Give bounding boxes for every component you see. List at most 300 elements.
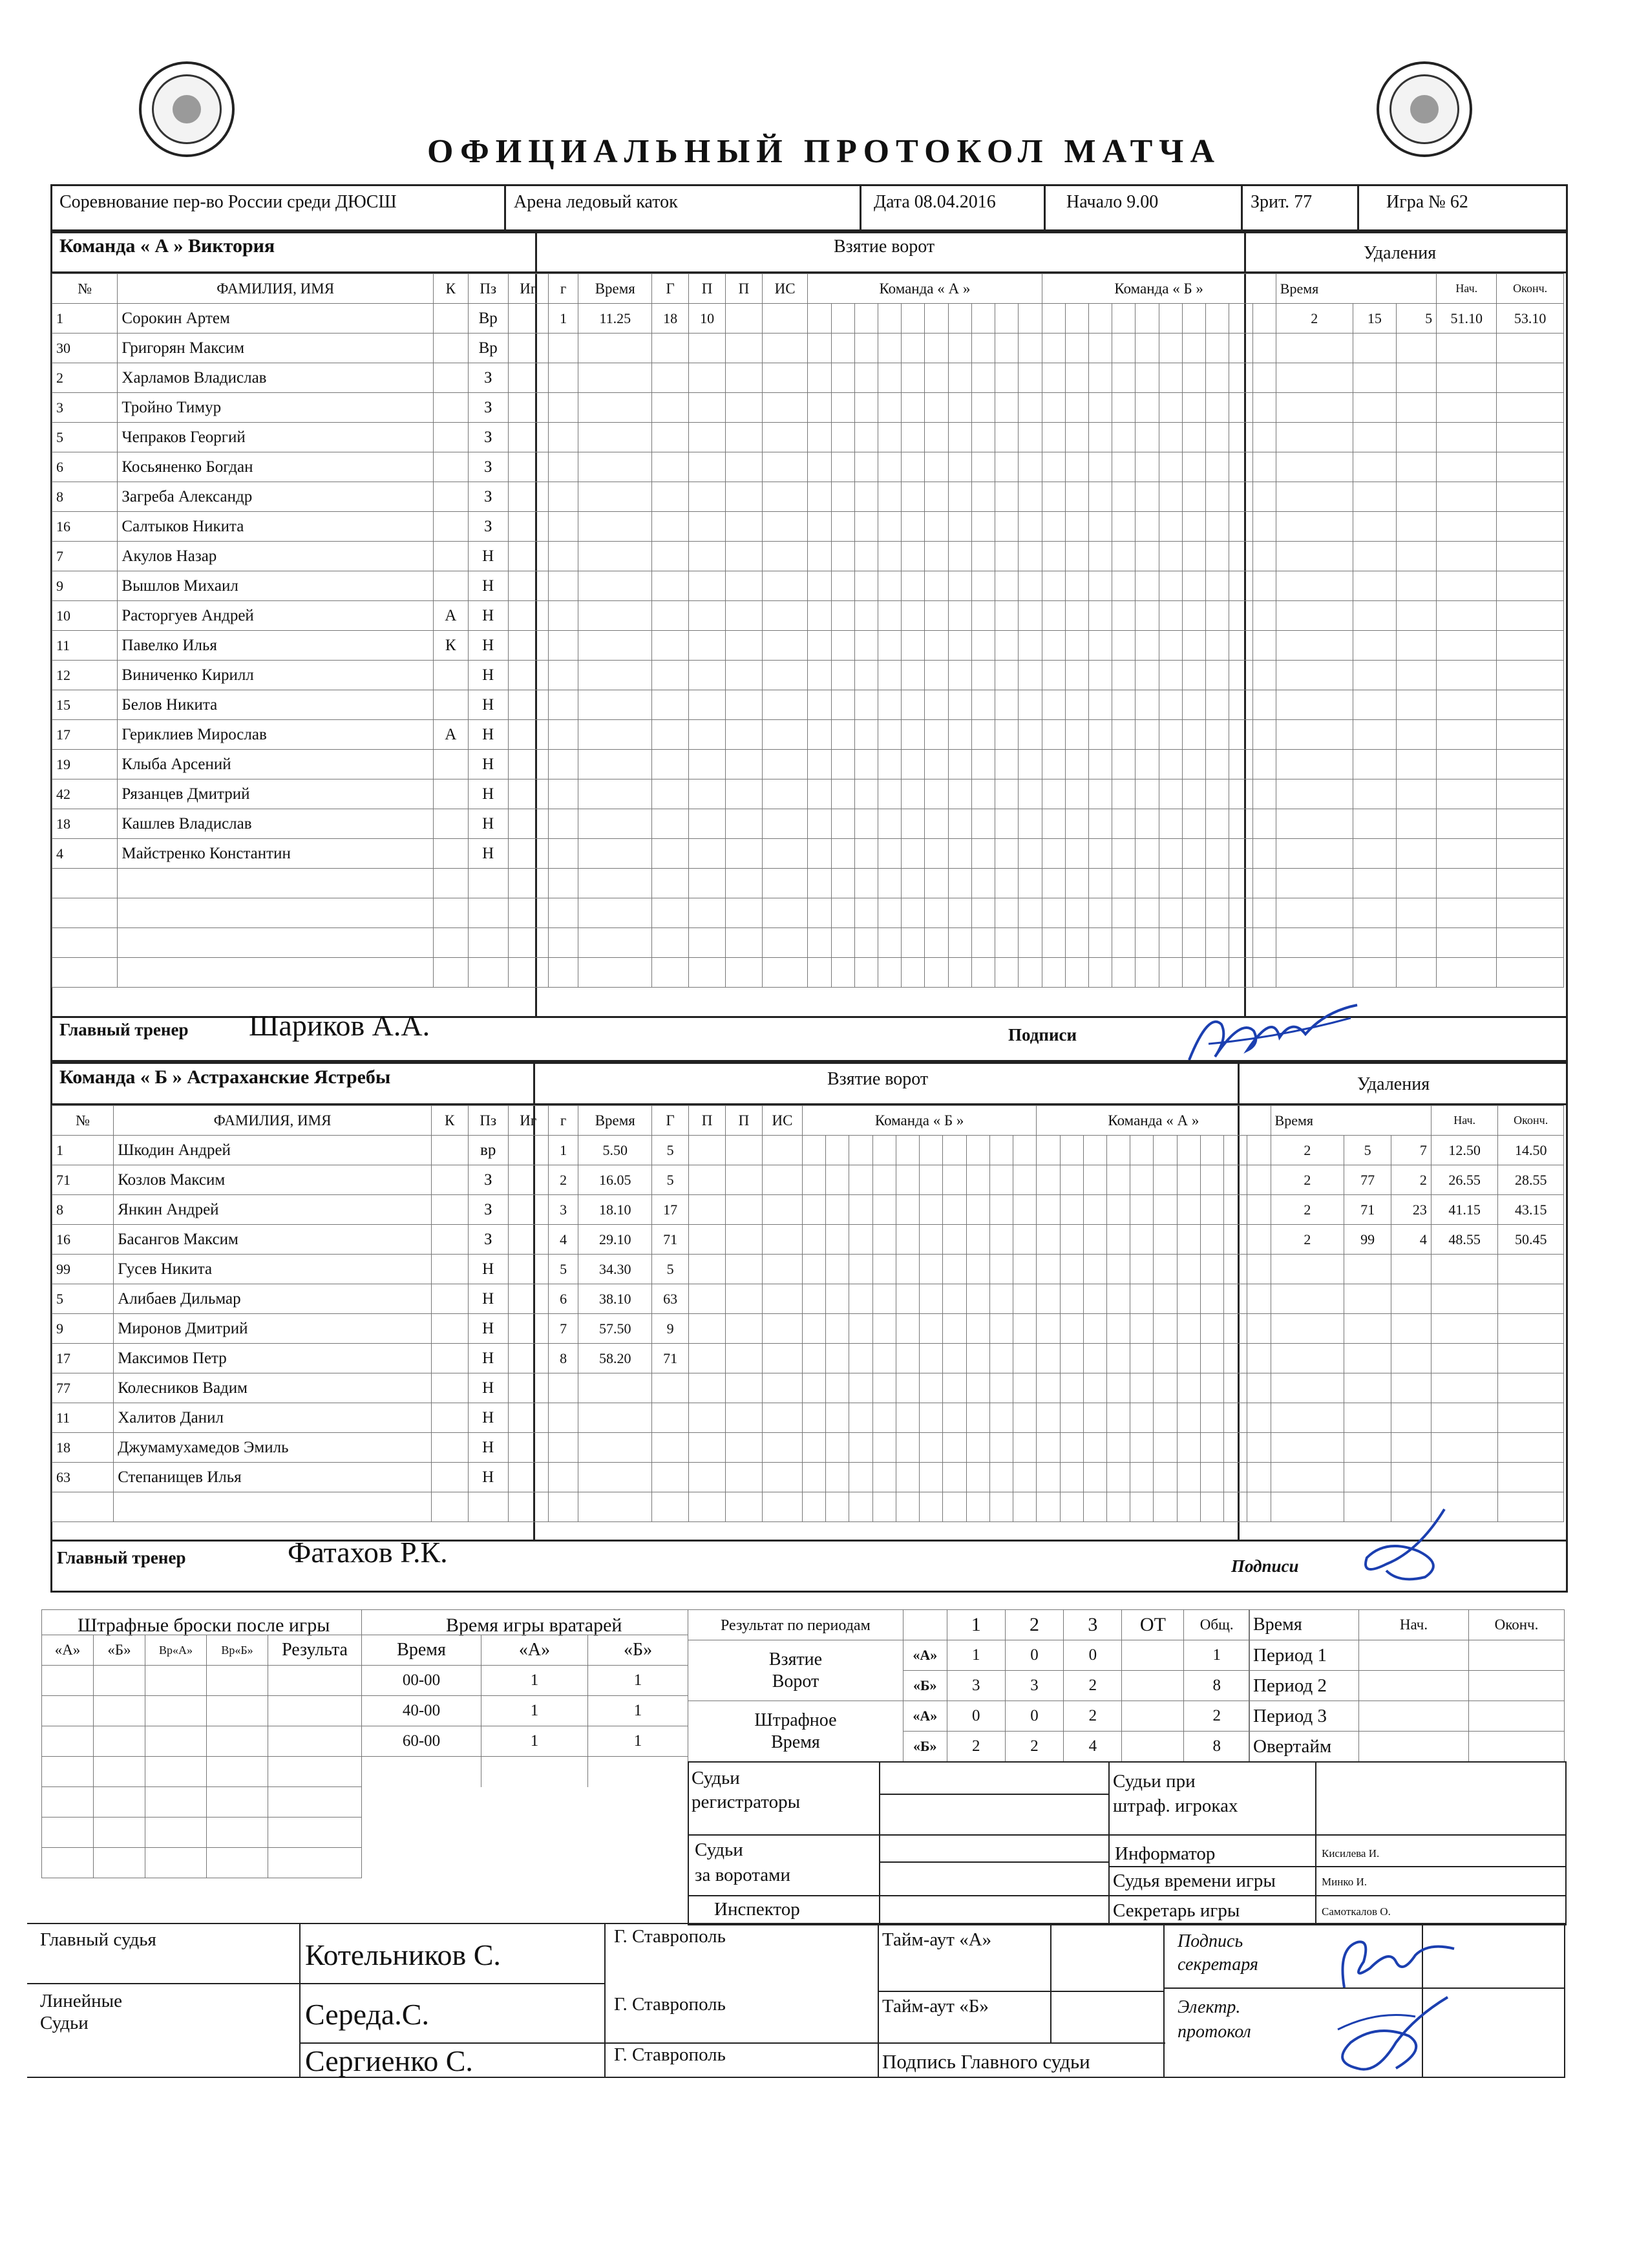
player-played [508, 393, 548, 423]
penalty-end [1497, 631, 1564, 661]
goal-assist-1 [689, 839, 726, 869]
on-ice-cell [1130, 1373, 1154, 1403]
penalty-player [1353, 661, 1396, 690]
on-ice-cell [1200, 1165, 1223, 1195]
on-ice-cell [896, 1314, 919, 1344]
player-name: Косьяненко Богдан [118, 452, 433, 482]
goal-assist-2 [726, 690, 763, 720]
on-ice-cell [1159, 779, 1182, 809]
penalty-start [1437, 363, 1497, 393]
goal-assist-2 [726, 423, 763, 452]
on-ice-cell [831, 393, 854, 423]
goalie-time-title: Время игры вратарей [446, 1615, 622, 1636]
penalty-start [1437, 452, 1497, 482]
on-ice-cell [808, 452, 831, 482]
player-position: Н [468, 1344, 508, 1373]
penalty-start [1431, 1463, 1497, 1492]
penalty-end [1498, 1433, 1564, 1463]
on-ice-cell [803, 1195, 826, 1225]
goals-b-3: 2 [1064, 1671, 1122, 1701]
match-date: Дата 08.04.2016 [874, 192, 996, 212]
period-col-3: 3 [1064, 1610, 1122, 1640]
on-ice-cell [1088, 601, 1112, 631]
goal-assist-2 [726, 1284, 763, 1314]
penalty-code [1397, 542, 1437, 571]
goal-assist-1 [689, 452, 726, 482]
player-role [431, 1344, 468, 1373]
goal-scorer [652, 571, 689, 601]
on-ice-cell [1019, 750, 1042, 779]
on-ice-cell [1229, 304, 1252, 334]
goal-number [548, 1403, 578, 1433]
on-ice-cell [971, 334, 995, 363]
on-ice-cell [1019, 482, 1042, 512]
on-ice-cell [826, 1403, 849, 1433]
player-number: 17 [52, 720, 118, 750]
goal-situation [762, 928, 807, 958]
col-header-team_a_q: Команда « А » [1037, 1106, 1271, 1136]
on-ice-cell [1252, 304, 1276, 334]
penalty-minutes [1271, 1255, 1344, 1284]
penalty-end [1497, 928, 1564, 958]
on-ice-cell [971, 839, 995, 869]
player-name: Белов Никита [118, 690, 433, 720]
on-ice-cell [803, 1463, 826, 1492]
on-ice-cell [1206, 334, 1229, 363]
on-ice-cell [1182, 482, 1205, 512]
on-ice-cell [1136, 661, 1159, 690]
goal-situation [762, 423, 807, 452]
on-ice-cell [1136, 869, 1159, 898]
on-ice-cell [872, 1195, 896, 1225]
player-role: А [433, 601, 468, 631]
on-ice-cell [1083, 1344, 1106, 1373]
on-ice-cell [1088, 304, 1112, 334]
penalty-end [1497, 601, 1564, 631]
on-ice-cell [989, 1136, 1013, 1165]
on-ice-cell [1065, 334, 1088, 363]
period-col-1: 1 [947, 1610, 1005, 1640]
on-ice-cell [1112, 928, 1136, 958]
player-played [508, 809, 548, 839]
player-name: Рязанцев Дмитрий [118, 779, 433, 809]
goal-situation [762, 1195, 802, 1225]
on-ice-cell [878, 928, 901, 958]
on-ice-cell [925, 661, 948, 690]
on-ice-cell [1060, 1136, 1083, 1165]
goals-team-b-tag: «Б» [903, 1671, 947, 1701]
col-header-time: Время [578, 274, 652, 304]
on-ice-cell [920, 1284, 943, 1314]
player-role [431, 1225, 468, 1255]
line-judge-2-city: Г. Ставрополь [614, 2044, 726, 2065]
goal-situation [762, 1344, 802, 1373]
on-ice-cell [1065, 363, 1088, 393]
on-ice-cell [1247, 1403, 1271, 1433]
on-ice-cell [1182, 928, 1205, 958]
on-ice-cell [1247, 1314, 1271, 1344]
on-ice-cell [1159, 898, 1182, 928]
gk-row-a: 1 [481, 1726, 588, 1757]
on-ice-cell [1159, 571, 1182, 601]
table-row [52, 1403, 1564, 1433]
goal-scorer: 17 [652, 1195, 689, 1225]
player-name: Расторгуев Андрей [118, 601, 433, 631]
col-header-pen-start: Нач. [1431, 1106, 1497, 1136]
on-ice-cell [1042, 393, 1065, 423]
penalty-player [1353, 423, 1396, 452]
on-ice-cell [1013, 1284, 1036, 1314]
penalty-minutes [1276, 690, 1353, 720]
on-ice-cell [1229, 750, 1252, 779]
on-ice-cell [1154, 1195, 1177, 1225]
on-ice-cell [971, 452, 995, 482]
on-ice-cell [1136, 720, 1159, 750]
penalty-end [1497, 363, 1564, 393]
player-number: 77 [52, 1373, 114, 1403]
penalty-end [1497, 482, 1564, 512]
player-name [118, 869, 433, 898]
goal-number [548, 334, 578, 363]
on-ice-cell [1229, 393, 1252, 423]
on-ice-cell [1136, 393, 1159, 423]
on-ice-cell [1060, 1255, 1083, 1284]
on-ice-cell [1229, 334, 1252, 363]
player-role [433, 809, 468, 839]
on-ice-cell [803, 1284, 826, 1314]
penalty-minutes: 2 [1271, 1195, 1344, 1225]
on-ice-cell [1013, 1492, 1036, 1522]
on-ice-cell [1106, 1225, 1130, 1255]
goal-number [548, 869, 578, 898]
on-ice-cell [948, 363, 971, 393]
on-ice-cell [831, 661, 854, 690]
goal-time [578, 601, 652, 631]
on-ice-cell [1042, 601, 1065, 631]
goal-assist-1 [689, 601, 726, 631]
on-ice-cell [1206, 542, 1229, 571]
penalty-end [1497, 512, 1564, 542]
on-ice-cell [920, 1403, 943, 1433]
on-ice-cell [1159, 482, 1182, 512]
on-ice-cell [854, 720, 878, 750]
on-ice-cell [849, 1433, 872, 1463]
penalty-start [1437, 690, 1497, 720]
on-ice-cell [902, 958, 925, 988]
on-ice-cell [1042, 661, 1065, 690]
penalty-code [1397, 928, 1437, 958]
overtime-label: Овертайм [1249, 1732, 1359, 1762]
on-ice-cell [1042, 869, 1065, 898]
on-ice-cell [872, 1165, 896, 1195]
goal-number [548, 363, 578, 393]
on-ice-cell [902, 423, 925, 452]
on-ice-cell [925, 423, 948, 452]
penalty-code [1397, 779, 1437, 809]
on-ice-cell [920, 1225, 943, 1255]
player-role [433, 304, 468, 334]
goal-assist-1 [689, 1284, 726, 1314]
goal-assist-2 [726, 542, 763, 571]
on-ice-cell [902, 571, 925, 601]
on-ice-cell [902, 601, 925, 631]
goal-scorer [652, 393, 689, 423]
penalty-code [1391, 1255, 1431, 1284]
goal-scorer [652, 1492, 689, 1522]
on-ice-cell [971, 720, 995, 750]
goal-number: 8 [548, 1344, 578, 1373]
on-ice-cell [925, 898, 948, 928]
player-name: Миронов Дмитрий [114, 1314, 432, 1344]
on-ice-cell [920, 1463, 943, 1492]
on-ice-cell [849, 1373, 872, 1403]
on-ice-cell [1037, 1344, 1060, 1373]
penalty-start [1437, 661, 1497, 690]
goal-situation [762, 631, 807, 661]
goal-situation [762, 898, 807, 928]
on-ice-cell [1224, 1463, 1247, 1492]
on-ice-cell [1182, 363, 1205, 393]
on-ice-cell [1130, 1225, 1154, 1255]
on-ice-cell [1083, 1403, 1106, 1433]
on-ice-cell [1060, 1314, 1083, 1344]
on-ice-cell [995, 661, 1019, 690]
player-role [431, 1314, 468, 1344]
line-judge-1-name: Середа.С. [305, 1998, 429, 2031]
penalty-minutes [1276, 334, 1353, 363]
on-ice-cell [1182, 512, 1205, 542]
on-ice-cell [1065, 809, 1088, 839]
goal-number [548, 542, 578, 571]
player-name: Салтыков Никита [118, 512, 433, 542]
col-header-pen-time: Время [1271, 1106, 1431, 1136]
on-ice-cell [878, 393, 901, 423]
on-ice-cell [1019, 661, 1042, 690]
on-ice-cell [808, 720, 831, 750]
on-ice-cell [1083, 1433, 1106, 1463]
col-header-ig: Иг [508, 274, 548, 304]
player-number [52, 1492, 114, 1522]
col-header-team_b_q: Команда « Б » [1042, 274, 1276, 304]
player-name: Харламов Владислав [118, 363, 433, 393]
goal-number: 3 [548, 1195, 578, 1225]
penalty-end [1498, 1463, 1564, 1492]
on-ice-cell [878, 482, 901, 512]
team-a-goals-label: Взятие ворот [834, 237, 935, 257]
on-ice-cell [831, 750, 854, 779]
pim-team-b-tag: «Б» [903, 1732, 947, 1762]
on-ice-cell [966, 1463, 989, 1492]
goal-scorer [652, 1373, 689, 1403]
penalty-code [1397, 690, 1437, 720]
on-ice-cell [902, 779, 925, 809]
on-ice-cell [1065, 720, 1088, 750]
player-number [52, 958, 118, 988]
on-ice-cell [1019, 720, 1042, 750]
goal-situation [762, 1433, 802, 1463]
penalty-player [1344, 1463, 1391, 1492]
on-ice-cell [808, 571, 831, 601]
goals-a-3: 0 [1064, 1640, 1122, 1671]
goal-number: 4 [548, 1225, 578, 1255]
bottom-left-table [41, 1609, 688, 1878]
pim-a-ot [1122, 1701, 1184, 1732]
player-position: Н [468, 601, 508, 631]
on-ice-cell [1177, 1136, 1200, 1165]
on-ice-cell [1247, 1344, 1271, 1373]
on-ice-cell [1206, 720, 1229, 750]
on-ice-cell [1177, 1433, 1200, 1463]
penalty-player [1353, 393, 1396, 423]
on-ice-cell [943, 1463, 966, 1492]
on-ice-cell [920, 1255, 943, 1284]
on-ice-cell [1154, 1255, 1177, 1284]
player-position: Н [468, 809, 508, 839]
on-ice-cell [1206, 958, 1229, 988]
on-ice-cell [943, 1344, 966, 1373]
penalty-player [1353, 542, 1396, 571]
goal-time [578, 393, 652, 423]
penalty-player [1344, 1314, 1391, 1344]
goal-situation [762, 1492, 802, 1522]
on-ice-cell [925, 304, 948, 334]
goal-assist-1: 10 [689, 304, 726, 334]
on-ice-cell [1224, 1195, 1247, 1225]
on-ice-cell [966, 1195, 989, 1225]
penalty-code [1397, 571, 1437, 601]
goal-situation [762, 779, 807, 809]
player-number: 8 [52, 482, 118, 512]
head-referee-name: Котельников С. [305, 1938, 501, 1971]
player-number: 99 [52, 1255, 114, 1284]
secretary-name: Самоткалов О. [1322, 1905, 1391, 1918]
table-row [52, 482, 1564, 512]
player-played [508, 1165, 548, 1195]
goal-assist-1 [689, 631, 726, 661]
goal-assist-1 [689, 1165, 726, 1195]
penalty-minutes [1271, 1373, 1344, 1403]
team-a-table [52, 273, 1564, 988]
player-name: Алибаев Дильмар [114, 1284, 432, 1314]
on-ice-cell [948, 304, 971, 334]
penalty-minutes [1276, 809, 1353, 839]
on-ice-cell [1229, 542, 1252, 571]
penalty-end [1497, 779, 1564, 809]
goals-b-total: 8 [1184, 1671, 1250, 1701]
on-ice-cell [1154, 1463, 1177, 1492]
penalty-end [1497, 571, 1564, 601]
player-played [508, 928, 548, 958]
goal-time: 58.20 [578, 1344, 652, 1373]
goal-assist-2 [726, 363, 763, 393]
goal-number [548, 839, 578, 869]
player-position: Н [468, 1433, 508, 1463]
on-ice-cell [1042, 720, 1065, 750]
on-ice-cell [1136, 601, 1159, 631]
on-ice-cell [808, 898, 831, 928]
table-row [52, 750, 1564, 779]
judges-pen-label-1: Судьи при [1113, 1771, 1196, 1792]
goal-assist-2 [726, 779, 763, 809]
penalty-end: 50.45 [1498, 1225, 1564, 1255]
goal-time [578, 750, 652, 779]
on-ice-cell [902, 482, 925, 512]
on-ice-cell [943, 1165, 966, 1195]
penalty-code: 7 [1391, 1136, 1431, 1165]
penalty-end [1498, 1314, 1564, 1344]
on-ice-cell [831, 601, 854, 631]
goal-time [578, 720, 652, 750]
col-header-team_a_q: Команда « А » [808, 274, 1042, 304]
gk-row-a: 1 [481, 1696, 588, 1726]
table-row [52, 423, 1564, 452]
on-ice-cell [948, 898, 971, 928]
on-ice-cell [1182, 809, 1205, 839]
on-ice-cell [1200, 1433, 1223, 1463]
on-ice-cell [948, 601, 971, 631]
table-row [52, 1165, 1564, 1195]
on-ice-cell [925, 482, 948, 512]
player-played [508, 571, 548, 601]
on-ice-cell [1200, 1195, 1223, 1225]
penalty-minutes [1276, 631, 1353, 661]
penalty-minutes [1276, 452, 1353, 482]
on-ice-cell [925, 928, 948, 958]
on-ice-cell [925, 542, 948, 571]
start-time: Начало 9.00 [1066, 192, 1159, 212]
goal-number [548, 631, 578, 661]
goal-time [578, 423, 652, 452]
table-row [52, 1344, 1564, 1373]
player-number: 9 [52, 571, 118, 601]
on-ice-cell [803, 1373, 826, 1403]
on-ice-cell [925, 869, 948, 898]
on-ice-cell [878, 690, 901, 720]
on-ice-cell [966, 1165, 989, 1195]
goal-number [548, 690, 578, 720]
player-number: 11 [52, 631, 118, 661]
player-name: Клыба Арсений [118, 750, 433, 779]
on-ice-cell [1136, 839, 1159, 869]
on-ice-cell [1247, 1284, 1271, 1314]
on-ice-cell [1229, 809, 1252, 839]
goal-assist-2 [726, 1344, 763, 1373]
goal-situation [762, 542, 807, 571]
goal-assist-2 [726, 1136, 763, 1165]
penalty-start [1431, 1314, 1497, 1344]
pim-b-total: 8 [1184, 1732, 1250, 1762]
on-ice-cell [1136, 363, 1159, 393]
player-number: 42 [52, 779, 118, 809]
goal-time [578, 779, 652, 809]
on-ice-cell [854, 482, 878, 512]
on-ice-cell [878, 750, 901, 779]
on-ice-cell [943, 1403, 966, 1433]
player-position: З [468, 1195, 508, 1225]
on-ice-cell [1224, 1492, 1247, 1522]
penalty-player [1353, 690, 1396, 720]
penalty-player: 99 [1344, 1225, 1391, 1255]
on-ice-cell [1229, 958, 1252, 988]
period-3-label: Период 3 [1249, 1701, 1359, 1732]
player-position [468, 898, 508, 928]
on-ice-cell [1019, 363, 1042, 393]
table-row [52, 452, 1564, 482]
on-ice-cell [803, 1225, 826, 1255]
on-ice-cell [1177, 1225, 1200, 1255]
on-ice-cell [995, 779, 1019, 809]
penalty-code [1397, 839, 1437, 869]
